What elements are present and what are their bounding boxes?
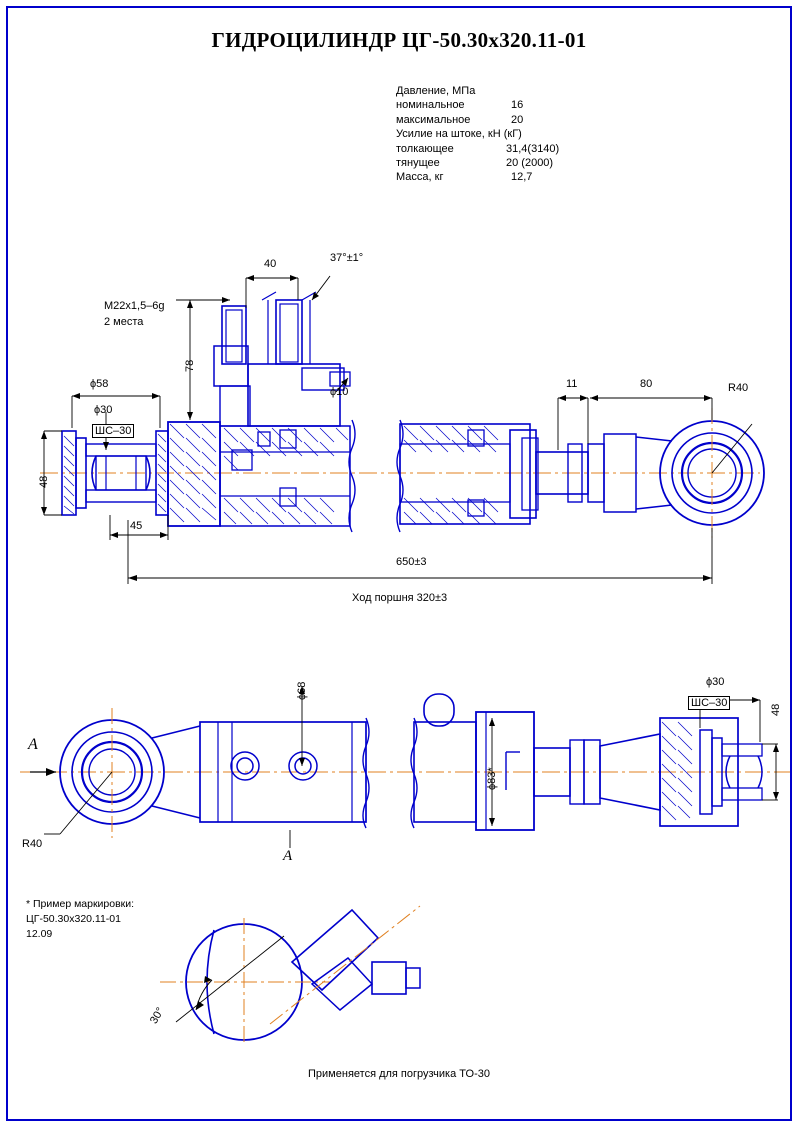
spec-value: 12,7 <box>511 171 533 184</box>
spec-label: Масса, кг <box>396 171 444 184</box>
dim-11: 11 <box>566 378 578 390</box>
spec-value: 20 <box>511 113 524 126</box>
section-marker-a-left: А <box>28 736 38 753</box>
spec-label: номинальное <box>396 99 465 112</box>
dim-d68: ϕ68 <box>296 681 308 700</box>
spec-label: Усилие на штоке, кН (кГ) <box>396 128 522 141</box>
dim-angle-37: 37°±1° <box>330 252 364 264</box>
marking-note-line-1: * Пример маркировки: <box>26 898 135 910</box>
spec-label: толкающее <box>396 142 454 155</box>
dim-48-right: 48 <box>770 703 782 716</box>
spec-label: максимальное <box>396 113 471 126</box>
dim-stroke: Ход поршня 320±3 <box>352 592 448 604</box>
dim-78: 78 <box>184 359 196 372</box>
thread-places-label: 2 места <box>104 316 144 328</box>
dim-d83: ϕ83* <box>486 767 498 790</box>
spec-value: 16 <box>511 99 524 112</box>
dim-d30-bottom: ϕ30 <box>706 676 725 688</box>
spec-value: 20 (2000) <box>506 156 554 169</box>
spec-label: тянущее <box>396 156 440 169</box>
dim-48-left: 48 <box>38 475 50 488</box>
section-marker-a-bottom: А <box>283 848 293 864</box>
bearing-label-bottom: ШС–30 <box>688 696 730 710</box>
dim-45: 45 <box>130 520 143 532</box>
top-assembly-view <box>40 275 764 584</box>
bearing-label-top: ШС–30 <box>92 424 134 438</box>
dim-angle-30: 30° <box>148 1005 167 1026</box>
marking-note-line-3: 12.09 <box>26 928 53 940</box>
thread-label: М22х1,5–6g <box>104 300 165 312</box>
dim-d30-top: ϕ30 <box>94 404 113 416</box>
footer-note: Применяется для погрузчика ТО-30 <box>308 1068 490 1080</box>
spec-label: Давление, МПа <box>396 85 476 97</box>
dim-d58: ϕ58 <box>90 378 109 390</box>
spec-value: 31,4(3140) <box>506 142 560 155</box>
dim-r40-left: R40 <box>22 838 43 850</box>
marking-detail-view <box>160 906 420 1046</box>
dim-r40-right: R40 <box>728 382 749 394</box>
dim-40: 40 <box>264 258 277 270</box>
dim-80: 80 <box>640 378 653 390</box>
marking-note-line-2: ЦГ-50.30х320.11-01 <box>26 913 121 925</box>
dim-d10: ϕ10 <box>330 386 349 398</box>
dim-total-length: 650±3 <box>396 556 427 568</box>
plan-assembly-view <box>20 686 790 848</box>
page-title: ГИДРОЦИЛИНДР ЦГ-50.30х320.11-01 <box>211 28 587 52</box>
